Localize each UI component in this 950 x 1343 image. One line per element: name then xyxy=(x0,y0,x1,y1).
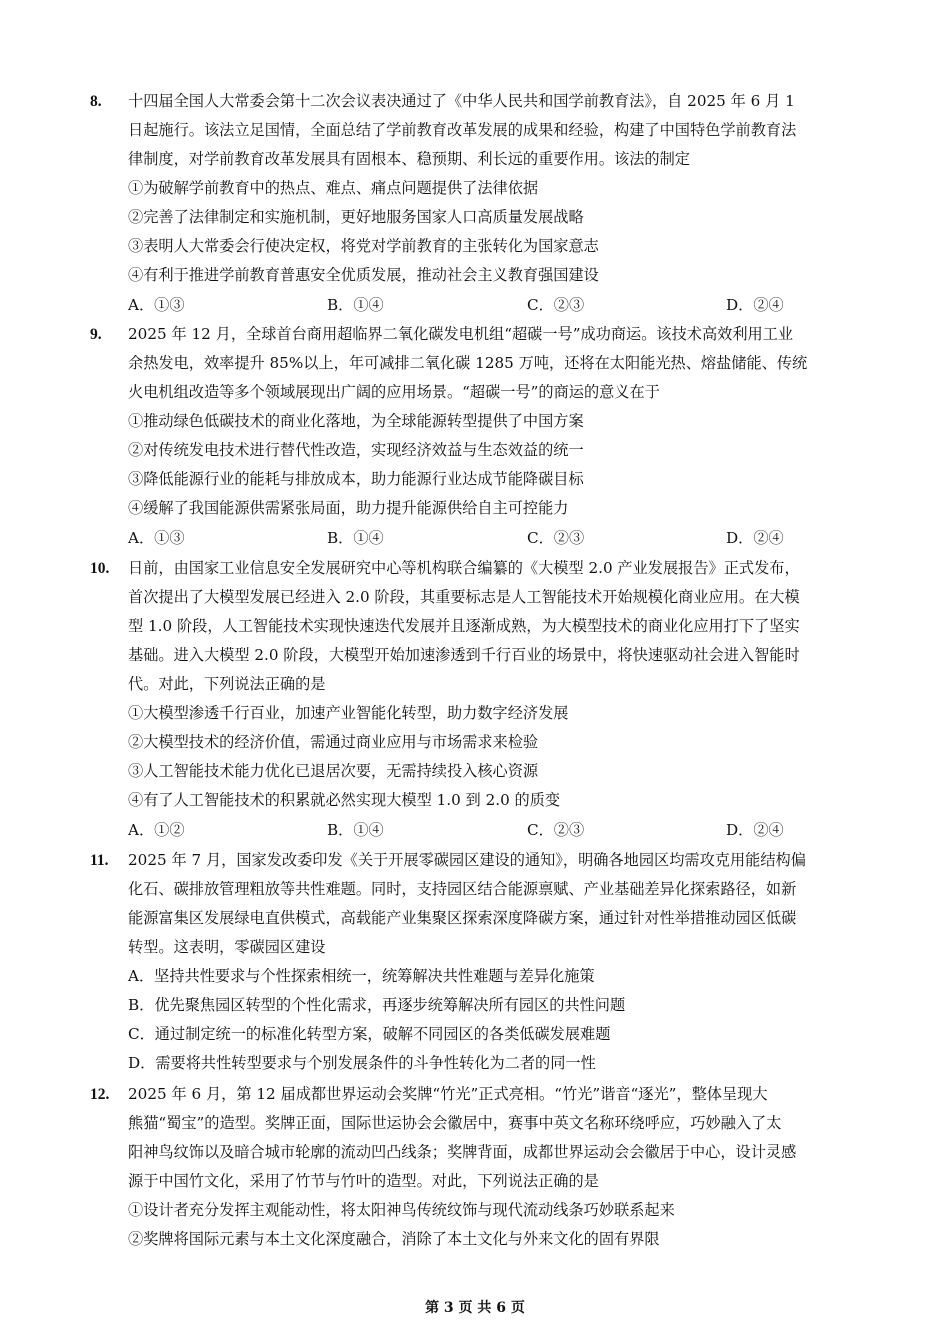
statement-1: ①推动绿色低碳技术的商业化落地，为全球能源转型提供了中国方案 xyxy=(128,412,584,430)
option-c: C．②③ xyxy=(527,821,585,839)
option-b: B．①④ xyxy=(327,296,384,314)
option-b: B．①④ xyxy=(327,821,384,839)
option-a: A．①② xyxy=(128,821,185,839)
question-text-line: 十四届全国人大常委会第十二次会议表决通过了《中华人民共和国学前教育法》，自 2025 年 6 月 1 xyxy=(128,92,795,110)
question-number: 10. xyxy=(90,560,110,577)
option-c: C．②③ xyxy=(527,529,585,547)
statement-3: ③降低能源行业的能耗与排放成本，助力能源行业达成节能降碳目标 xyxy=(128,470,584,488)
question-text-line: 代。对此，下列说法正确的是 xyxy=(128,675,326,693)
page-footer: 第 3 页 共 6 页 xyxy=(425,1300,525,1316)
statement-1: ①为破解学前教育中的热点、难点、痛点问题提供了法律依据 xyxy=(128,179,539,197)
statement-2: ②大模型技术的经济价值，需通过商业应用与市场需求来检验 xyxy=(128,733,539,751)
question-text-line: 熊猫“蜀宝”的造型。奖牌正面，国际世运协会会徽居中，赛事中英文名称环绕呼应，巧妙融入了太 xyxy=(128,1114,782,1132)
option-a: A．①③ xyxy=(128,296,185,314)
options-row xyxy=(128,816,870,845)
statement-2: ②对传统发电技术进行替代性改造，实现经济效益与生态效益的统一 xyxy=(128,441,584,459)
question-text-line: 源于中国竹文化，采用了竹节与竹叶的造型。对此，下列说法正确的是 xyxy=(128,1172,599,1190)
question-text-line: 阳神鸟纹饰以及暗合城市轮廓的流动凹凸线条；奖牌背面，成都世界运动会会徽居于中心，设计灵感 xyxy=(128,1143,797,1161)
statement-1: ①设计者充分发挥主观能动性，将太阳神鸟传统纹饰与现代流动线条巧妙联系起来 xyxy=(128,1201,675,1219)
option-d: D．需要将共性转型要求与个别发展条件的斗争性转化为二者的同一性 xyxy=(128,1054,596,1072)
statement-3: ③人工智能技术能力优化已退居次要，无需持续投入核心资源 xyxy=(128,762,539,780)
statement-4: ④有了人工智能技术的积累就必然实现大模型 1.0 到 2.0 的质变 xyxy=(128,791,561,809)
option-a: A．①③ xyxy=(128,529,185,547)
statement-2: ②完善了法律制定和实施机制，更好地服务国家人口高质量发展战略 xyxy=(128,208,584,226)
option-c: C．②③ xyxy=(527,296,585,314)
option-d: D．②④ xyxy=(726,529,784,547)
option-b: B．优先聚焦园区转型的个性化需求，再逐步统筹解决所有园区的共性问题 xyxy=(128,996,626,1014)
options-row xyxy=(128,524,870,553)
question-text-line: 律制度，对学前教育改革发展具有固根本、稳预期、利长远的重要作用。该法的制定 xyxy=(128,150,690,168)
question-number: 9. xyxy=(90,326,102,343)
option-d: D．②④ xyxy=(726,821,784,839)
question-text-line: 化石、碳排放管理粗放等共性难题。同时，支持园区结合能源禀赋、产业基础差异化探索路径，如新 xyxy=(128,880,797,898)
option-c: C．通过制定统一的标准化转型方案，破解不同园区的各类低碳发展难题 xyxy=(128,1025,611,1043)
question-text-line: 转型。这表明，零碳园区建设 xyxy=(128,938,326,956)
question-text-line: 能源富集区发展绿电直供模式，高载能产业集聚区探索深度降碳方案，通过针对性举措推动园区低碳 xyxy=(128,909,797,927)
statement-4: ④缓解了我国能源供需紧张局面，助力提升能源供给自主可控能力 xyxy=(128,499,569,517)
question-text-line: 基础。进入大模型 2.0 阶段，大模型开始加速渗透到千行百业的场景中，将快速驱动社会进入智能时 xyxy=(128,646,800,664)
question-text-line: 余热发电，效率提升 85%以上，年可减排二氧化碳 1285 万吨，还将在太阳能光热、熔盐储能、传统 xyxy=(128,354,808,372)
question-text-line: 2025 年 7 月，国家发改委印发《关于开展零碳园区建设的通知》，明确各地园区均需攻克用能结构偏 xyxy=(128,851,806,869)
question-number: 12. xyxy=(90,1086,110,1103)
question-text-line: 2025 年 12 月，全球首台商用超临界二氧化碳发电机组“超碳一号”成功商运。该技术高效利用工业 xyxy=(128,325,794,343)
statement-3: ③表明人大常委会行使决定权，将党对学前教育的主张转化为国家意志 xyxy=(128,237,599,255)
options-row xyxy=(128,291,870,320)
statement-2: ②奖牌将国际元素与本土文化深度融合，消除了本土文化与外来文化的固有界限 xyxy=(128,1230,660,1248)
option-d: D．②④ xyxy=(726,296,784,314)
question-text-line: 2025 年 6 月，第 12 届成都世界运动会奖牌“竹光”正式亮相。“竹光”谐音“逐光”，整体呈现大 xyxy=(128,1085,768,1103)
question-text-line: 日前，由国家工业信息安全发展研究中心等机构联合编纂的《大模型 2.0 产业发展报告》正式发布， xyxy=(128,559,800,577)
statement-1: ①大模型渗透千行百业，加速产业智能化转型，助力数字经济发展 xyxy=(128,704,569,722)
statement-4: ④有利于推进学前教育普惠安全优质发展，推动社会主义教育强国建设 xyxy=(128,266,599,284)
question-number: 8. xyxy=(90,93,102,110)
option-a: A．坚持共性要求与个性探索相统一，统筹解决共性难题与差异化施策 xyxy=(128,967,595,985)
question-text-line: 型 1.0 阶段，人工智能技术实现快速迭代发展并且逐渐成熟，为大模型技术的商业化应用打下了坚实 xyxy=(128,617,800,635)
question-text-line: 首次提出了大模型发展已经进入 2.0 阶段，其重要标志是人工智能技术开始规模化商业应用。在大模 xyxy=(128,588,800,606)
option-b: B．①④ xyxy=(327,529,384,547)
question-number: 11. xyxy=(90,852,109,869)
question-text-line: 火电机组改造等多个领域展现出广阔的应用场景。“超碳一号”的商运的意义在于 xyxy=(128,383,660,401)
question-text-line: 日起施行。该法立足国情，全面总结了学前教育改革发展的成果和经验，构建了中国特色学前教育法 xyxy=(128,121,797,139)
